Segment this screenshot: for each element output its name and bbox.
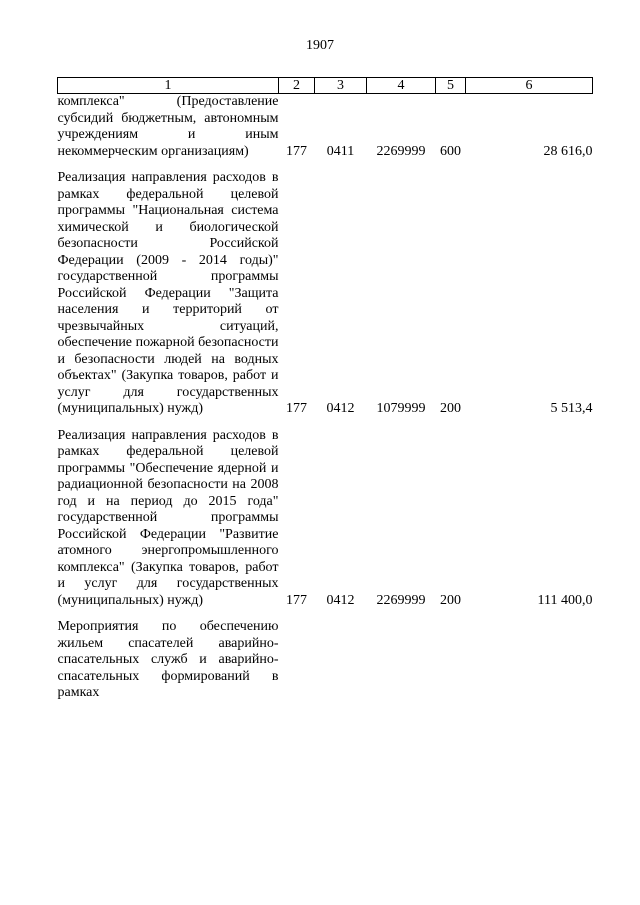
row-description: комплекса" (Предоставление субсидий бюджетным, автономным учреждениям и иным некоммерческим организациям) xyxy=(57,94,279,159)
row-ministry-code xyxy=(279,619,315,702)
row-type-code: 200 xyxy=(440,401,461,416)
row-section-code: 0412 xyxy=(326,401,355,416)
table-row xyxy=(58,170,593,418)
row-description: Реализация направления расходов в рамках федеральной целевой программы "Обеспечение ядерной и радиационной безопасности на 2008 год и на период до 2015 года" государственной программы Российской Федерации "Развитие атомного энергопромышленного комплекса" (Закупка товаров, работ и услуг для государственных (муниципальных) нужд) xyxy=(57,427,279,608)
row-amount: 5 513,4 xyxy=(550,401,593,416)
row-ministry-code: 177 xyxy=(286,401,307,416)
table-row xyxy=(58,94,593,161)
row-description: Мероприятия по обеспечению жильем спасателей аварийно-спасательных служб и аварийно-спасательных формирований в рамках xyxy=(57,619,279,700)
row-target-code: 2269999 xyxy=(376,592,426,608)
row-section-code xyxy=(315,619,367,702)
row-target-code: 1079999 xyxy=(376,401,426,416)
column-header-4: 4 xyxy=(367,78,436,94)
column-header-5: 5 xyxy=(436,78,466,94)
row-amount: 111 400,0 xyxy=(537,592,593,608)
row-section-code: 0411 xyxy=(326,143,355,159)
column-header-2: 2 xyxy=(279,78,315,94)
row-amount xyxy=(466,619,593,702)
row-description: Реализация направления расходов в рамках федеральной целевой программы "Национальная система химической и биологической безопасности Российской Федерации (2009 - 2014 годы)" государственной программы Российской Федерации "Защита населения и территорий от чрезвычайных ситуаций, обеспечение пожарной безопасности и безопасности людей на водных объектах" (Закупка товаров, работ и услуг для государственных (муниципальных) нужд) xyxy=(57,170,279,416)
page-number: 1907 xyxy=(306,38,334,53)
row-ministry-code: 177 xyxy=(286,143,307,159)
row-target-code: 2269999 xyxy=(376,143,426,159)
table-row xyxy=(58,428,593,610)
row-amount: 28 616,0 xyxy=(543,143,593,159)
column-header-3: 3 xyxy=(315,78,367,94)
column-header-6: 6 xyxy=(466,78,593,94)
table-row xyxy=(58,619,593,702)
budget-table xyxy=(57,77,593,702)
row-ministry-code: 177 xyxy=(286,592,307,608)
row-target-code xyxy=(367,619,436,702)
row-section-code: 0412 xyxy=(326,592,355,608)
row-type-code: 200 xyxy=(440,592,461,608)
table-header-row xyxy=(58,78,593,94)
column-header-1: 1 xyxy=(58,78,279,94)
row-type-code xyxy=(436,619,466,702)
row-type-code: 600 xyxy=(440,143,461,159)
